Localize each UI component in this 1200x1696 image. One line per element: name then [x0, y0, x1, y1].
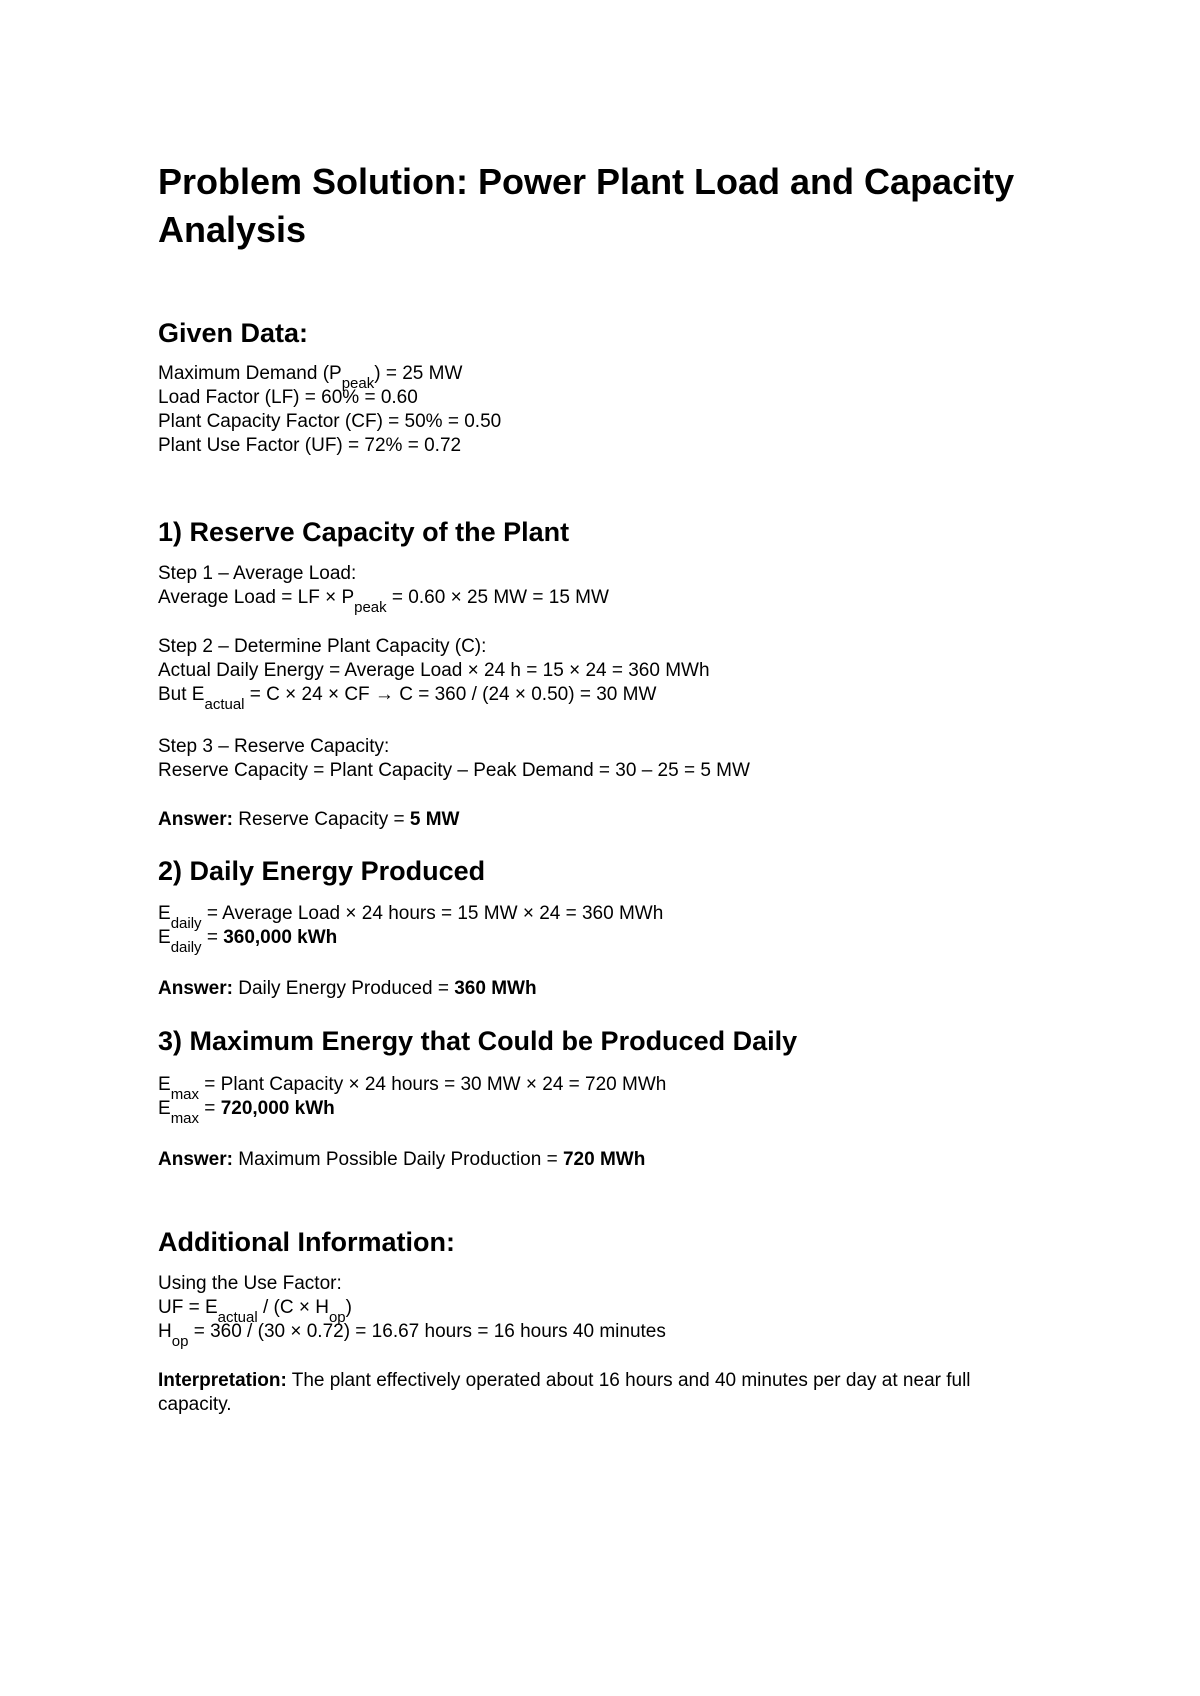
emax-formula: $E_{max}$ = Plant Capacity × 24 hours = 30 MW × 24 = 720 MWh: [158, 1074, 667, 1103]
emax-kwh: $E_{max} = 720,000$ kWh: [158, 1098, 335, 1127]
given-load-factor: Load Factor (LF) = 60% = 0.60: [158, 387, 418, 408]
page-title: Problem Solution: Power Plant Load and Capacity Analysis: [158, 161, 1015, 250]
section3-heading: 3) Maximum Energy that Could be Produced Daily: [158, 1026, 798, 1056]
edaily-kwh: $E_{daily} = 360,000$ kWh: [158, 927, 338, 956]
section1-heading: 1) Reserve Capacity of the Plant: [158, 517, 570, 547]
additional-heading: Additional Information:: [158, 1227, 455, 1257]
step2-line1: Actual Daily Energy = Average Load × 24 h = 15 × 24 = 360 MWh: [158, 660, 710, 681]
edaily-formula: $E_{daily}$ = Average Load × 24 hours = 15 MW × 24 = 360 MWh: [158, 903, 664, 932]
step2-formula: But $E_{actual} = C \times 24$ × CF → C = 360 / (24 × 0.50) = 30 MW: [158, 684, 657, 713]
section3-answer: Answer: Maximum Possible Daily Production = 720 MWh: [158, 1149, 646, 1170]
step1-formula: Average Load = LF × $P_{peak} = 0.60 \times 25$ MW = 15 MW: [158, 587, 609, 616]
additional-intro: Using the Use Factor:: [158, 1273, 342, 1294]
section2-answer: Answer: Daily Energy Produced = 360 MWh: [158, 978, 537, 999]
interpretation: Interpretation: The plant effectively operated about 16 hours and 40 minutes per day at near full capacity.: [158, 1370, 971, 1415]
given-max-demand: Maximum Demand $(P_{peak}) = 25$ MW: [158, 363, 463, 392]
given-data-heading: Given Data:: [158, 318, 309, 348]
uf-formula: UF = $E_{actual} / (C \times H_{op})$: [158, 1297, 352, 1326]
hop-formula: $H_{op} = 360 / (30 \times 0.72) = 16.67$ hours = 16 hours 40 minutes: [158, 1321, 666, 1350]
section2-heading: 2) Daily Energy Produced: [158, 856, 486, 886]
given-use-factor: Plant Use Factor (UF) = 72% = 0.72: [158, 435, 462, 456]
step2-label: Step 2 – Determine Plant Capacity (C):: [158, 636, 487, 657]
step3-label: Step 3 – Reserve Capacity:: [158, 736, 390, 757]
given-capacity-factor: Plant Capacity Factor (CF) = 50% = 0.50: [158, 411, 502, 432]
section1-answer: Answer: Reserve Capacity = 5 MW: [158, 809, 460, 830]
step3-formula: Reserve Capacity = Plant Capacity – Peak Demand = 30 – 25 = 5 MW: [158, 760, 750, 781]
step1-label: Step 1 – Average Load:: [158, 563, 357, 584]
